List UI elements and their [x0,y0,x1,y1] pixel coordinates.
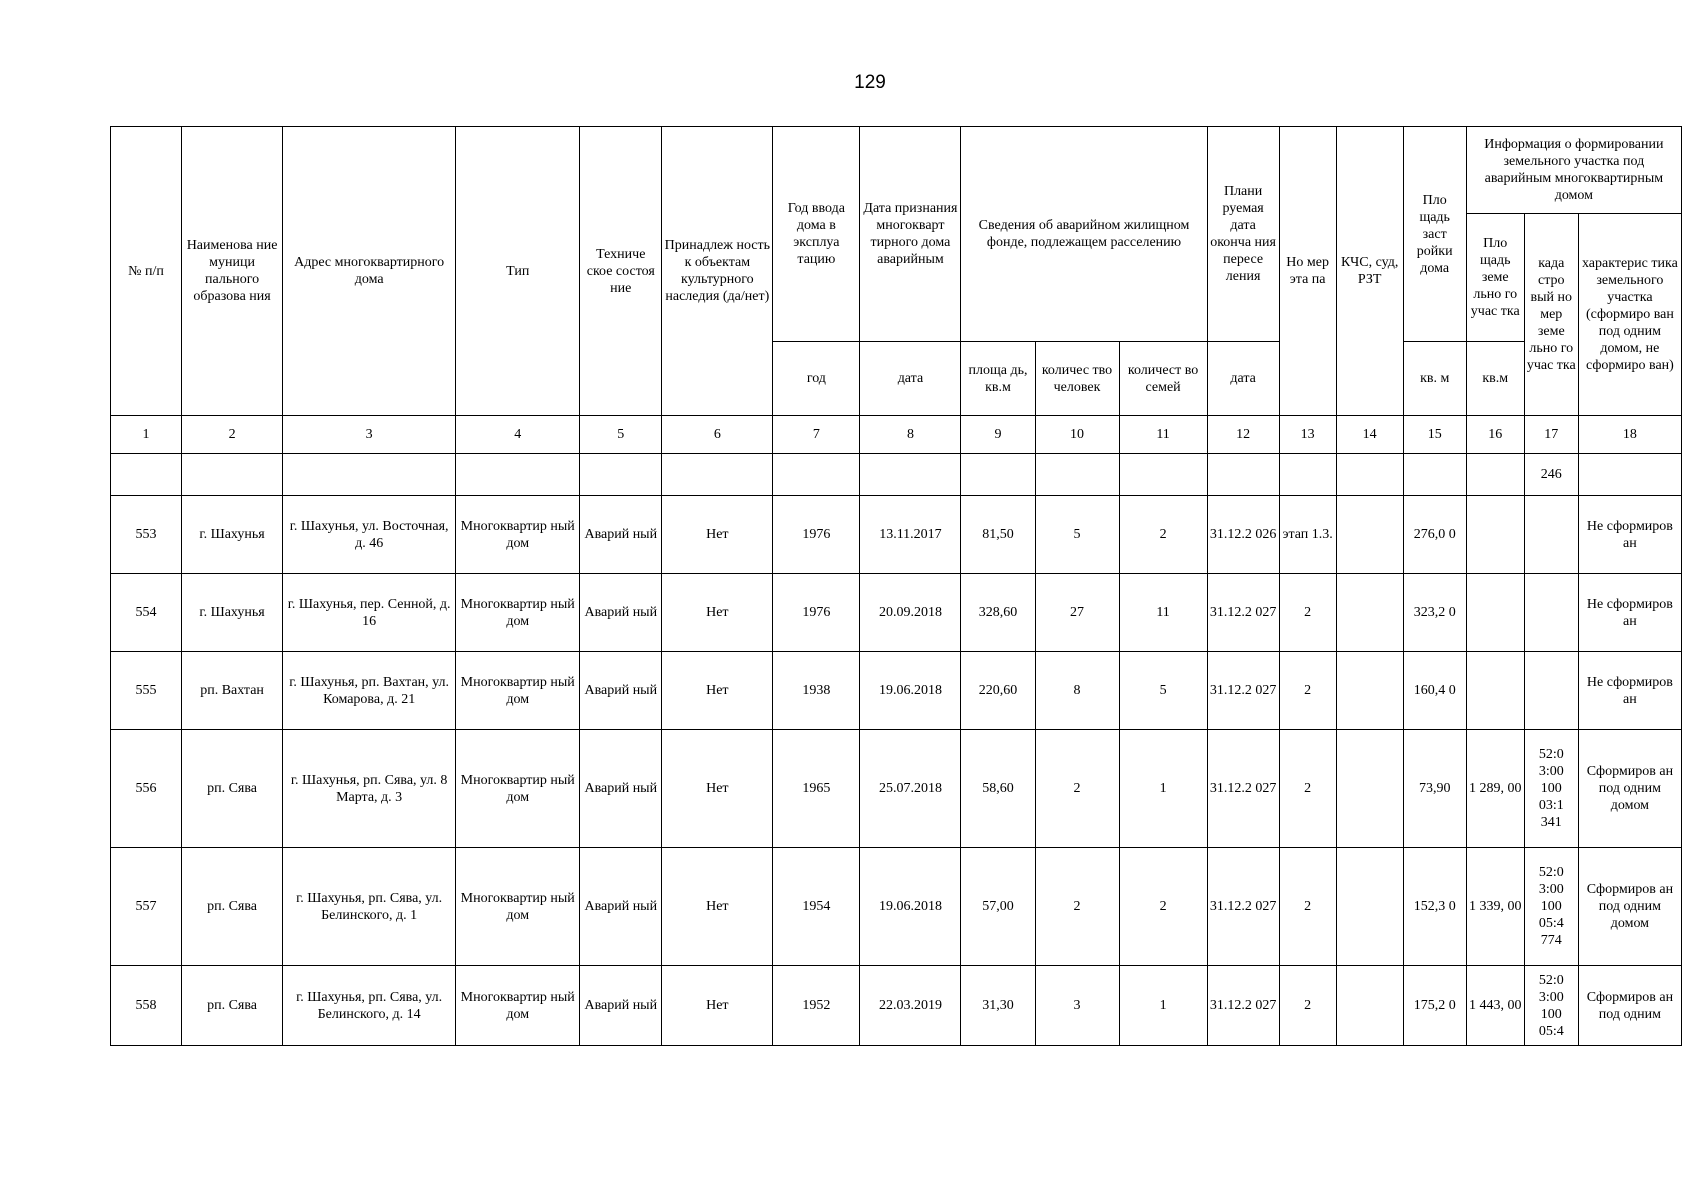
header-row-1 [111,127,1682,214]
cell-build-area: 73,90 [1403,730,1466,848]
cell-land-char: Сформиров ан под одним домом [1578,848,1681,966]
cell-build-area: 323,2 0 [1403,574,1466,652]
cell-num: 553 [111,496,182,574]
cell-planned-date: 31.12.2 027 [1207,966,1279,1046]
cell-land-area [1466,574,1524,652]
cell-municipality: рп. Сява [182,730,283,848]
header-land-char: характерис тика земельного участка (сформиро ван под одним домом, не сформиро ван) [1578,214,1681,416]
cell-recognition-date: 13.11.2017 [860,496,961,574]
cell-area: 57,00 [961,848,1035,966]
header-heritage: Принадлеж ность к объектам культурного наследия (да/нет) [662,127,773,416]
header-type: Тип [456,127,580,416]
column-number: 7 [773,416,860,454]
empty-cell [1279,454,1336,496]
unit-area: площа дь, кв.м [961,342,1035,416]
cell-land-area [1466,652,1524,730]
cell-build-area: 152,3 0 [1403,848,1466,966]
empty-cell [111,454,182,496]
header-recognition-date: Дата признания многокварт тирного дома аварийным [860,127,961,342]
cell-municipality: рп. Вахтан [182,652,283,730]
empty-cell [773,454,860,496]
table-row [111,652,1682,730]
empty-cell [860,454,961,496]
cell-heritage: Нет [662,496,773,574]
cell-people: 27 [1035,574,1119,652]
empty-cell [1336,454,1403,496]
column-number: 5 [580,416,662,454]
cell-families: 11 [1119,574,1207,652]
cell-families: 2 [1119,848,1207,966]
header-planned-date: Плани руемая дата оконча ния пересе ления [1207,127,1279,342]
cell-num: 556 [111,730,182,848]
cell-num: 557 [111,848,182,966]
header-address: Адрес многоквартирного дома [283,127,456,416]
cell-area: 31,30 [961,966,1035,1046]
cell-stage: 2 [1279,848,1336,966]
cell-cadastral: 52:0 3:00 100 05:4 [1524,966,1578,1046]
empty-cell [662,454,773,496]
cell-type: Многоквартир ный дом [456,652,580,730]
cell-land-area: 1 443, 00 [1466,966,1524,1046]
unit-people: количес тво человек [1035,342,1119,416]
cell-kchs [1336,574,1403,652]
column-number: 4 [456,416,580,454]
table-row [111,574,1682,652]
header-emergency-info: Сведения об аварийном жилищном фонде, подлежащем расселению [961,127,1207,342]
cell-stage: этап 1.3. [1279,496,1336,574]
column-number: 14 [1336,416,1403,454]
cell-address: г. Шахунья, ул. Восточная, д. 46 [283,496,456,574]
empty-cell [283,454,456,496]
column-number: 12 [1207,416,1279,454]
cell-kchs [1336,496,1403,574]
cell-area: 58,60 [961,730,1035,848]
empty-cell [182,454,283,496]
cell-recognition-date: 19.06.2018 [860,848,961,966]
cell-stage: 2 [1279,652,1336,730]
cell-year: 1965 [773,730,860,848]
cell-planned-date: 31.12.2 027 [1207,730,1279,848]
table-row [111,966,1682,1046]
cell-year: 1938 [773,652,860,730]
cell-people: 3 [1035,966,1119,1046]
column-number: 18 [1578,416,1681,454]
column-number: 1 [111,416,182,454]
cell-land-char: Сформиров ан под одним домом [1578,730,1681,848]
cell-cadastral: 52:0 3:00 100 03:1 341 [1524,730,1578,848]
cell-heritage: Нет [662,848,773,966]
column-number: 10 [1035,416,1119,454]
cell-kchs [1336,652,1403,730]
column-number: 2 [182,416,283,454]
empty-cell [1578,454,1681,496]
header-cadastral: када стро вый но мер земе льно го учас тка [1524,214,1578,416]
unit-date: дата [860,342,961,416]
empty-cell [1035,454,1119,496]
empty-cell [1207,454,1279,496]
cell-kchs [1336,966,1403,1046]
cell-land-area [1466,496,1524,574]
column-number: 8 [860,416,961,454]
cell-year: 1954 [773,848,860,966]
cell-stage: 2 [1279,730,1336,848]
cell-area: 328,60 [961,574,1035,652]
cell-cadastral: 52:0 3:00 100 05:4 774 [1524,848,1578,966]
continuation-value: 246 [1524,454,1578,496]
cell-land-area: 1 339, 00 [1466,848,1524,966]
cell-municipality: г. Шахунья [182,496,283,574]
cell-address: г. Шахунья, рп. Сява, ул. Белинского, д. 14 [283,966,456,1046]
continuation-row [111,454,1682,496]
header-stage: Но мер эта па [1279,127,1336,416]
cell-tech-state: Аварий ный [580,730,662,848]
unit-plan-date: дата [1207,342,1279,416]
table-row [111,496,1682,574]
cell-tech-state: Аварий ный [580,966,662,1046]
cell-land-char: Не сформиров ан [1578,496,1681,574]
column-number: 11 [1119,416,1207,454]
cell-planned-date: 31.12.2 027 [1207,652,1279,730]
cell-stage: 2 [1279,966,1336,1046]
empty-cell [1466,454,1524,496]
cell-tech-state: Аварий ный [580,848,662,966]
column-number: 16 [1466,416,1524,454]
cell-land-char: Сформиров ан под одним [1578,966,1681,1046]
cell-type: Многоквартир ный дом [456,966,580,1046]
cell-kchs [1336,730,1403,848]
unit-land-area: кв.м [1466,342,1524,416]
cell-heritage: Нет [662,730,773,848]
cell-tech-state: Аварий ный [580,574,662,652]
cell-num: 555 [111,652,182,730]
header-year: Год ввода дома в эксплуа тацию [773,127,860,342]
cell-cadastral [1524,574,1578,652]
header-land-info: Информация о формировании земельного участка под аварийным многоквартирным домом [1466,127,1681,214]
cell-tech-state: Аварий ный [580,652,662,730]
emergency-housing-table [110,126,1682,1046]
cell-area: 220,60 [961,652,1035,730]
cell-recognition-date: 25.07.2018 [860,730,961,848]
cell-type: Многоквартир ный дом [456,848,580,966]
cell-families: 1 [1119,966,1207,1046]
empty-cell [580,454,662,496]
empty-cell [1119,454,1207,496]
cell-num: 558 [111,966,182,1046]
cell-land-char: Не сформиров ан [1578,652,1681,730]
cell-num: 554 [111,574,182,652]
cell-build-area: 276,0 0 [1403,496,1466,574]
empty-cell [961,454,1035,496]
cell-recognition-date: 20.09.2018 [860,574,961,652]
table-row [111,730,1682,848]
header-kchs: КЧС, суд, РЗТ [1336,127,1403,416]
column-number: 17 [1524,416,1578,454]
cell-address: г. Шахунья, рп. Сява, ул. 8 Марта, д. 3 [283,730,456,848]
cell-tech-state: Аварий ный [580,496,662,574]
cell-planned-date: 31.12.2 026 [1207,496,1279,574]
cell-address: г. Шахунья, рп. Вахтан, ул. Комарова, д. 21 [283,652,456,730]
cell-year: 1976 [773,496,860,574]
cell-year: 1952 [773,966,860,1046]
cell-build-area: 160,4 0 [1403,652,1466,730]
cell-heritage: Нет [662,574,773,652]
cell-people: 2 [1035,848,1119,966]
column-number: 13 [1279,416,1336,454]
empty-cell [456,454,580,496]
header-build-area: Пло щадь заст ройки дома [1403,127,1466,342]
cell-families: 5 [1119,652,1207,730]
cell-land-char: Не сформиров ан [1578,574,1681,652]
page-number: 129 [854,72,886,93]
cell-heritage: Нет [662,966,773,1046]
cell-planned-date: 31.12.2 027 [1207,848,1279,966]
column-number: 9 [961,416,1035,454]
unit-families: количест во семей [1119,342,1207,416]
column-number: 3 [283,416,456,454]
cell-municipality: рп. Сява [182,848,283,966]
column-number: 15 [1403,416,1466,454]
cell-type: Многоквартир ный дом [456,574,580,652]
cell-people: 8 [1035,652,1119,730]
cell-type: Многоквартир ный дом [456,496,580,574]
table-row [111,848,1682,966]
cell-recognition-date: 19.06.2018 [860,652,961,730]
column-number-row [111,416,1682,454]
cell-kchs [1336,848,1403,966]
header-municipality: Наименова ние муници пального образова ния [182,127,283,416]
cell-address: г. Шахунья, пер. Сенной, д. 16 [283,574,456,652]
cell-build-area: 175,2 0 [1403,966,1466,1046]
unit-year: год [773,342,860,416]
cell-year: 1976 [773,574,860,652]
empty-cell [1403,454,1466,496]
cell-stage: 2 [1279,574,1336,652]
header-land-area: Пло щадь земе льно го учас тка [1466,214,1524,342]
header-num: № п/п [111,127,182,416]
cell-cadastral [1524,496,1578,574]
cell-type: Многоквартир ный дом [456,730,580,848]
unit-build-area: кв. м [1403,342,1466,416]
header-tech-state: Техниче ское состоя ние [580,127,662,416]
cell-cadastral [1524,652,1578,730]
cell-municipality: рп. Сява [182,966,283,1046]
cell-families: 1 [1119,730,1207,848]
column-number: 6 [662,416,773,454]
cell-planned-date: 31.12.2 027 [1207,574,1279,652]
cell-people: 2 [1035,730,1119,848]
cell-address: г. Шахунья, рп. Сява, ул. Белинского, д. 1 [283,848,456,966]
cell-heritage: Нет [662,652,773,730]
cell-municipality: г. Шахунья [182,574,283,652]
cell-land-area: 1 289, 00 [1466,730,1524,848]
cell-area: 81,50 [961,496,1035,574]
cell-families: 2 [1119,496,1207,574]
cell-people: 5 [1035,496,1119,574]
cell-recognition-date: 22.03.2019 [860,966,961,1046]
